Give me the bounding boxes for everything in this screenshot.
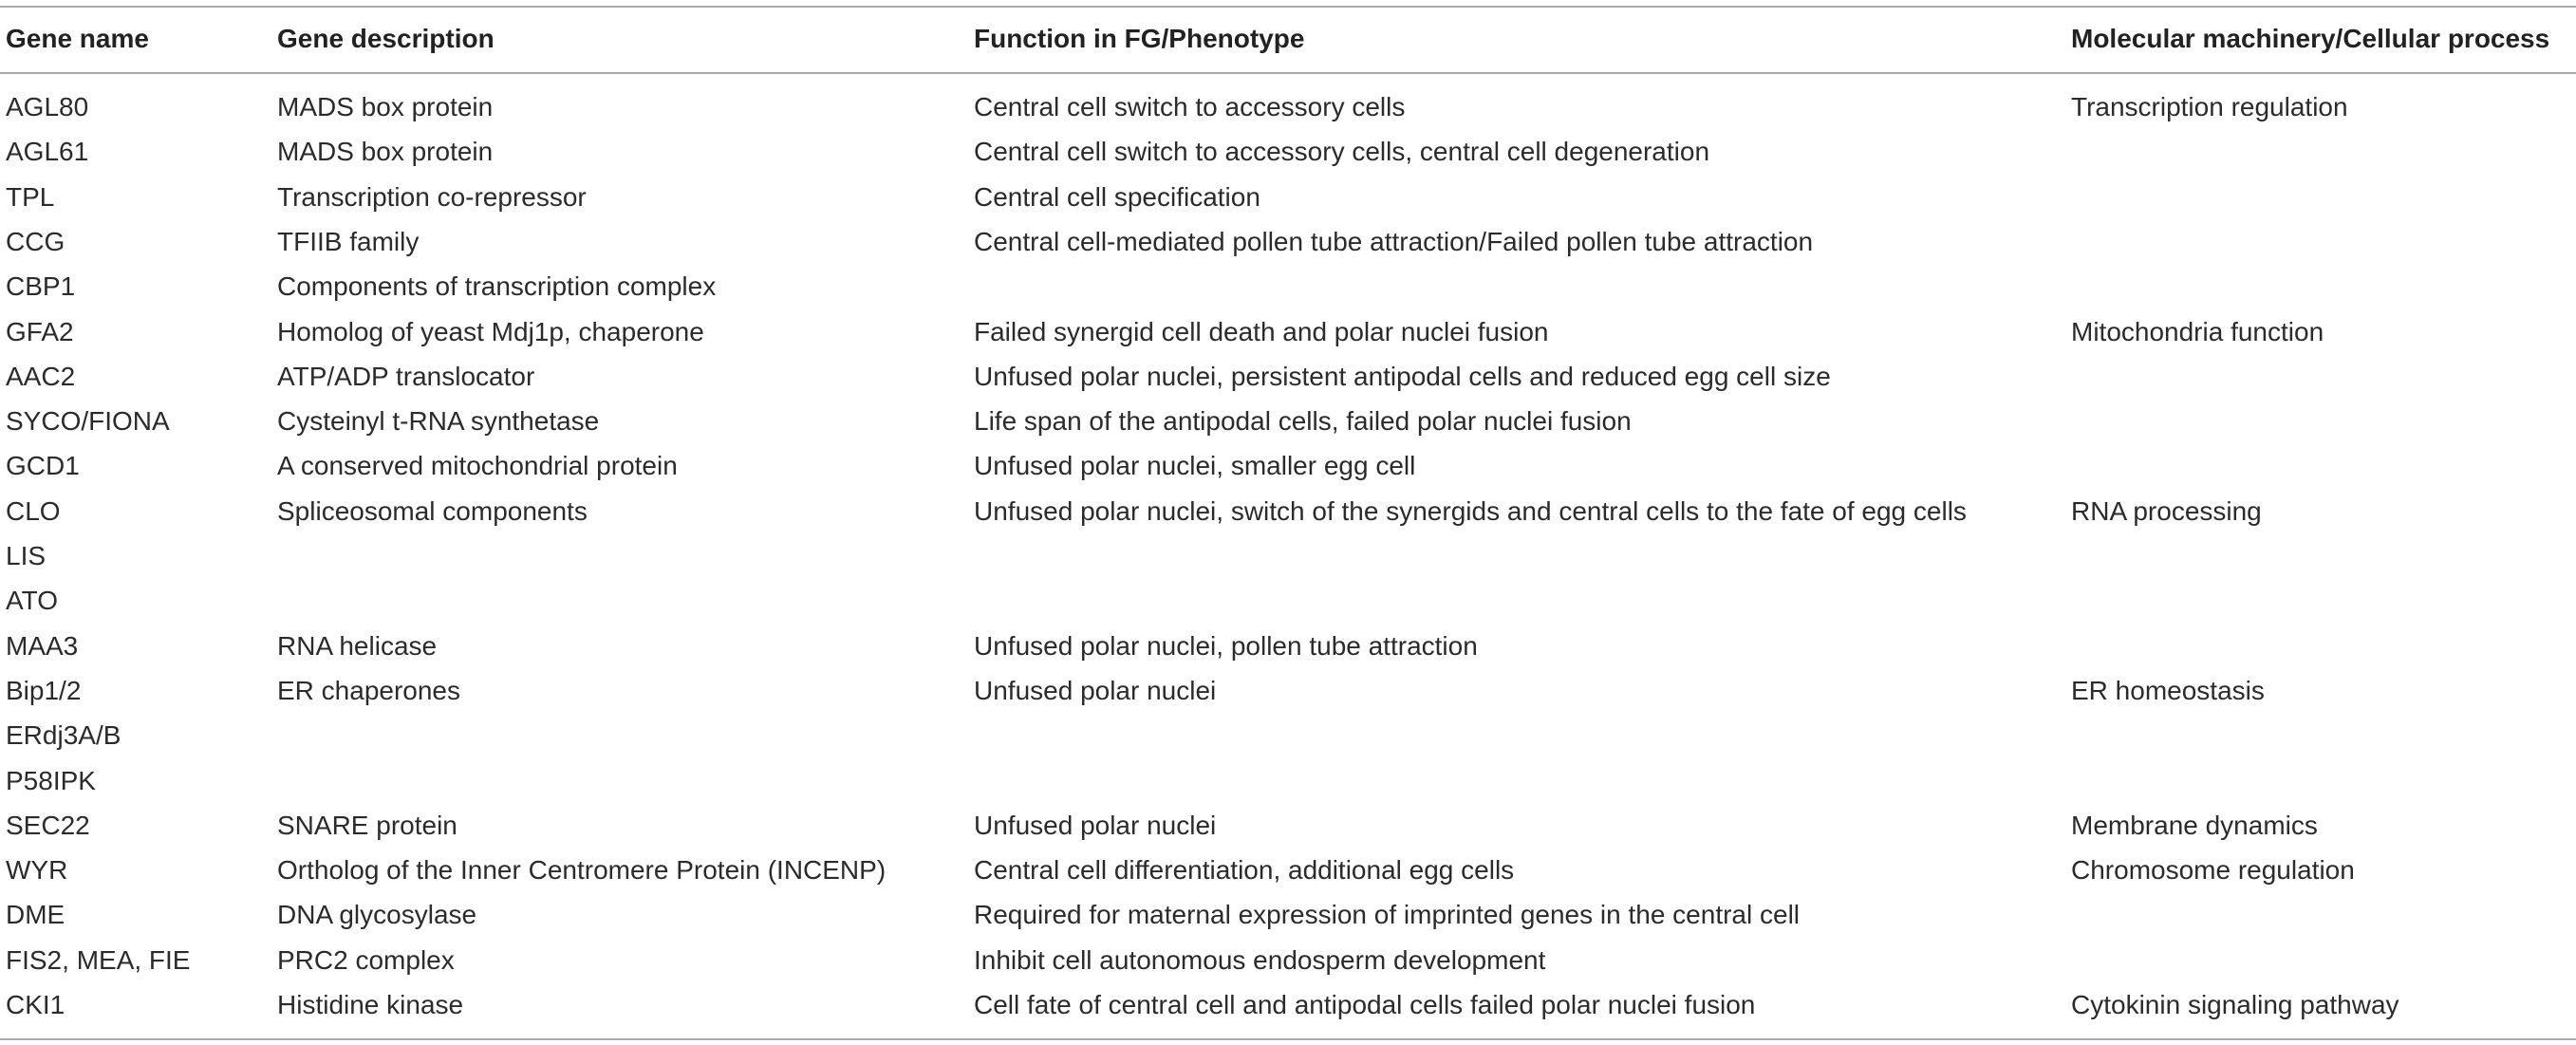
table-row	[0, 624, 2576, 668]
table-row	[0, 533, 2576, 578]
gene-name-cell: LIS	[6, 541, 47, 570]
process-cell: Transcription regulation	[2071, 92, 2348, 121]
function-cell: Central cell-mediated pollen tube attraction/Failed pollen tube attraction	[974, 226, 1814, 256]
function-cell: Unfused polar nuclei, pollen tube attraction	[974, 630, 1478, 661]
function-cell: Central cell switch to accessory cells, central cell degeneration	[974, 137, 1710, 167]
header-function: Function in FG/Phenotype	[974, 24, 1305, 53]
gene-description-cell: Homolog of yeast Mdj1p, chaperone	[277, 316, 704, 346]
function-cell: Unfused polar nuclei	[974, 675, 1217, 705]
header-gene-description: Gene description	[277, 24, 495, 53]
gene-name-cell: CCG	[6, 226, 65, 256]
gene-description-cell: PRC2 complex	[277, 944, 455, 975]
gene-description-cell: Cysteinyl t-RNA synthetase	[277, 406, 600, 437]
table-row	[0, 399, 2576, 443]
gene-name-cell: MAA3	[6, 630, 79, 661]
function-cell: Unfused polar nuclei, persistent antipodal cells and reduced egg cell size	[974, 361, 1831, 391]
bottom-rule	[0, 1038, 2576, 1040]
table-row	[0, 309, 2576, 354]
gene-name-cell: CLO	[6, 495, 61, 526]
gene-name-cell: AGL80	[6, 92, 89, 121]
gene-description-cell: MADS box protein	[277, 137, 494, 167]
gene-description-cell: RNA helicase	[277, 630, 438, 661]
gene-description-cell: Spliceosomal components	[277, 495, 588, 526]
gene-name-cell: SYCO/FIONA	[6, 406, 170, 437]
gene-name-cell: DME	[6, 900, 65, 930]
table-row	[0, 938, 2576, 982]
process-cell: Cytokinin signaling pathway	[2071, 990, 2399, 1019]
function-cell: Unfused polar nuclei, smaller egg cell	[974, 451, 1416, 481]
gene-name-cell: P58IPK	[6, 765, 96, 795]
gene-description-cell: SNARE protein	[277, 810, 457, 840]
gene-description-cell: Ortholog of the Inner Centromere Protein (INCENP)	[277, 855, 887, 886]
gene-name-cell: CKI1	[6, 990, 65, 1019]
function-cell: Life span of the antipodal cells, failed polar nuclei fusion	[974, 406, 1632, 437]
table-row	[0, 175, 2576, 219]
function-cell: Failed synergid cell death and polar nuclei fusion	[974, 316, 1549, 346]
table-row	[0, 892, 2576, 937]
table-row	[0, 129, 2576, 174]
gene-description-cell: Transcription co-repressor	[277, 181, 587, 212]
function-cell: Central cell differentiation, additional egg cells	[974, 855, 1515, 886]
table-row	[0, 84, 2576, 129]
gene-name-cell: GFA2	[6, 316, 74, 346]
table-row	[0, 668, 2576, 713]
process-cell: Mitochondria function	[2071, 316, 2324, 346]
gene-name-cell: GCD1	[6, 451, 80, 481]
function-cell: Central cell specification	[974, 181, 1260, 212]
gene-name-cell: ATO	[6, 586, 58, 616]
gene-description-cell: A conserved mitochondrial protein	[277, 451, 678, 481]
header-rule	[0, 72, 2576, 74]
table-row	[0, 264, 2576, 308]
gene-name-cell: ERdj3A/B	[6, 720, 121, 751]
table-row	[0, 354, 2576, 399]
gene-description-cell: TFIIB family	[277, 226, 420, 256]
table-row	[0, 803, 2576, 848]
gene-name-cell: WYR	[6, 855, 68, 886]
process-cell: Membrane dynamics	[2071, 810, 2318, 840]
gene-description-cell: ATP/ADP translocator	[277, 361, 535, 391]
table-row	[0, 982, 2576, 1027]
table-row	[0, 489, 2576, 533]
table-row	[0, 578, 2576, 623]
gene-name-cell: CBP1	[6, 271, 76, 302]
gene-description-cell: Histidine kinase	[277, 990, 464, 1019]
table-row	[0, 713, 2576, 757]
process-cell: ER homeostasis	[2071, 675, 2265, 705]
function-cell: Central cell switch to accessory cells	[974, 92, 1406, 121]
header-molecular-machinery: Molecular machinery/Cellular process	[2071, 24, 2550, 53]
gene-name-cell: AGL61	[6, 137, 89, 167]
function-cell: Unfused polar nuclei	[974, 810, 1217, 840]
header-gene-name: Gene name	[6, 24, 149, 53]
table-row	[0, 443, 2576, 488]
gene-name-cell: FIS2, MEA, FIE	[6, 944, 191, 975]
table-row	[0, 848, 2576, 892]
process-cell: RNA processing	[2071, 495, 2262, 526]
gene-description-cell: Components of transcription complex	[277, 271, 717, 302]
gene-description-cell: MADS box protein	[277, 92, 494, 121]
gene-description-cell: DNA glycosylase	[277, 900, 477, 930]
function-cell: Required for maternal expression of imprinted genes in the central cell	[974, 900, 1801, 930]
gene-name-cell: Bip1/2	[6, 675, 82, 705]
function-cell: Unfused polar nuclei, switch of the synergids and central cells to the fate of egg cells	[974, 495, 1967, 526]
table-row	[0, 758, 2576, 803]
gene-description-cell: ER chaperones	[277, 675, 461, 705]
gene-name-cell: SEC22	[6, 810, 90, 840]
gene-name-cell: AAC2	[6, 361, 76, 391]
function-cell: Inhibit cell autonomous endosperm development	[974, 944, 1546, 975]
table-row	[0, 219, 2576, 264]
gene-name-cell: TPL	[6, 181, 55, 212]
function-cell: Cell fate of central cell and antipodal cells failed polar nuclei fusion	[974, 990, 1756, 1019]
process-cell: Chromosome regulation	[2071, 855, 2355, 886]
table-header	[0, 6, 2576, 72]
